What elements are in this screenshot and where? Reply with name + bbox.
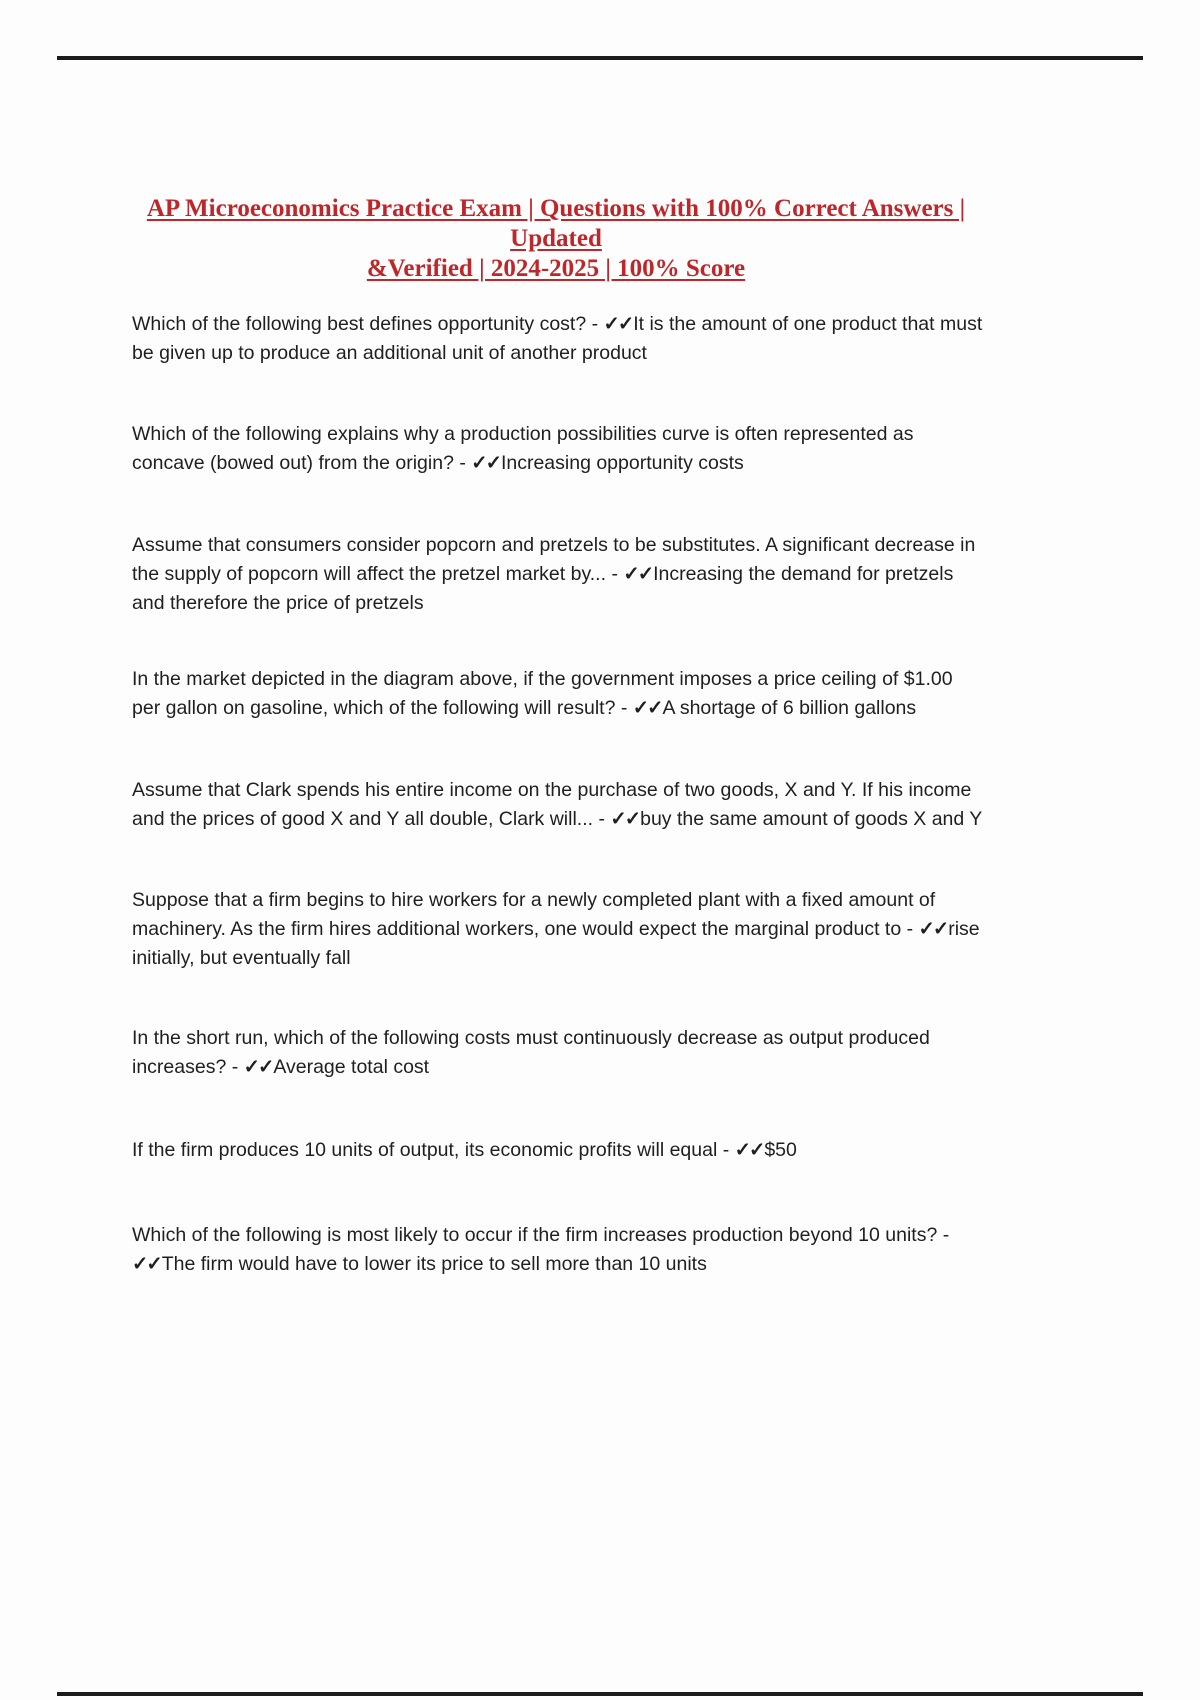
top-border-rule (57, 56, 1143, 60)
answer-separator: - (606, 563, 624, 585)
checkmarks-icon: ✓✓ (243, 1056, 273, 1078)
answer-text: rise initially, but eventually fall (132, 918, 986, 969)
qa-item-5 (132, 776, 984, 834)
checkmarks-icon: ✓✓ (610, 808, 640, 830)
answer-separator: - (226, 1056, 244, 1078)
page-title (130, 194, 982, 284)
question-text: Suppose that a firm begins to hire workers for a newly completed plant with a fixed amount of machinery. As the firm hires additional workers, one would expect the marginal product to (132, 889, 941, 940)
answer-text: The firm would have to lower its price to sell more than 10 units (161, 1253, 707, 1275)
qa-item-2 (132, 420, 984, 478)
answer-text: $50 (764, 1139, 797, 1161)
page-title-line-2: &Verified | 2024-2025 | 100% Score (366, 255, 746, 282)
answer-text: Increasing opportunity costs (500, 452, 744, 474)
answer-separator: - (453, 452, 472, 474)
question-text: If the firm produces 10 units of output, its economic profits will equal (132, 1139, 718, 1161)
answer-text: Average total cost (273, 1056, 430, 1078)
qa-item-7 (132, 1024, 984, 1082)
question-text: Which of the following best defines opportunity cost? (132, 313, 587, 335)
question-text: In the short run, which of the following costs must continuously decrease as output produced increases? (132, 1027, 936, 1078)
answer-text: buy the same amount of goods X and Y (640, 808, 983, 830)
checkmarks-icon: ✓✓ (623, 563, 653, 585)
checkmarks-icon: ✓✓ (632, 697, 662, 719)
qa-item-8 (132, 1136, 984, 1165)
question-text: Assume that consumers consider popcorn and pretzels to be substitutes. A significant decrease in the supply of popcorn will affect the pretzel market by... (132, 534, 981, 585)
qa-item-1 (132, 310, 988, 368)
page-title-line-1: AP Microeconomics Practice Exam | Questions with 100% Correct Answers | Updated (146, 195, 966, 252)
answer-separator: - (901, 918, 919, 940)
answer-text: It is the amount of one product that must be given up to produce an additional unit of another product (132, 313, 988, 364)
checkmarks-icon: ✓✓ (132, 1253, 161, 1275)
checkmarks-icon: ✓✓ (471, 452, 500, 474)
answer-separator: - (586, 313, 604, 335)
answer-text: A shortage of 6 billion gallons (662, 697, 917, 719)
bottom-border-rule (57, 1692, 1143, 1696)
answer-text: Increasing the demand for pretzels and therefore the price of pretzels (132, 563, 959, 614)
qa-item-6 (132, 886, 984, 973)
question-text: Assume that Clark spends his entire income on the purchase of two goods, X and Y. If his income and the prices of good X and Y all double, Clark will... (132, 779, 977, 830)
question-text: In the market depicted in the diagram above, if the government imposes a price ceiling of $1.00 per gallon on gasoline, which of the following will result? (132, 668, 958, 719)
answer-separator: - (615, 697, 633, 719)
answer-separator: - (717, 1139, 735, 1161)
question-text: Which of the following is most likely to occur if the firm increases production beyond 10 units? (132, 1224, 938, 1246)
answer-separator: - (593, 808, 611, 830)
checkmarks-icon: ✓✓ (603, 313, 633, 335)
qa-item-9 (132, 1221, 984, 1279)
checkmarks-icon: ✓✓ (918, 918, 948, 940)
question-text: Which of the following explains why a production possibilities curve is often represented as concave (bowed out) from the origin? (132, 423, 919, 474)
answer-separator: - (937, 1224, 955, 1246)
qa-item-4 (132, 665, 984, 723)
qa-item-3 (132, 531, 984, 618)
checkmarks-icon: ✓✓ (734, 1139, 764, 1161)
